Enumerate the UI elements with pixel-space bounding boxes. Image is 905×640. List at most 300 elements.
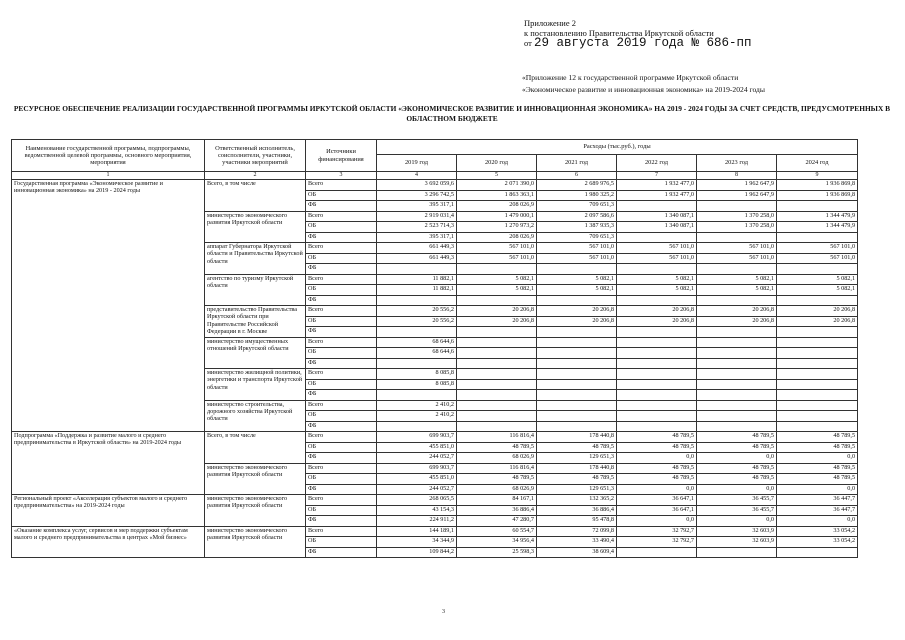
- expense-value: [697, 201, 777, 212]
- expense-value: 33 054,2: [777, 537, 858, 548]
- expense-value: 32 603,9: [697, 526, 777, 537]
- expense-value: 224 911,2: [377, 516, 457, 527]
- expense-value: [617, 390, 697, 401]
- funding-source: Всего: [306, 211, 377, 222]
- expense-value: 5 082,1: [457, 274, 537, 285]
- document-title: РЕСУРСНОЕ ОБЕСПЕЧЕНИЕ РЕАЛИЗАЦИИ ГОСУДАРСТВЕННОЙ ПРОГРАММЫ ИРКУТСКОЙ ОБЛАСТИ «ЭКОНОМИЧЕСКОЕ РАЗВИТИЕ И ИННОВАЦИОННАЯ ЭКОНОМИКА» НА 2019 - 2024 ГОДЫ ЗА СЧЕТ СРЕДСТВ, ПРЕДУСМОТРЕННЫХ В ОБЛАСТНОМ БЮДЖЕТЕ: [13, 104, 891, 123]
- expense-value: [777, 201, 858, 212]
- expense-value: 36 447,7: [777, 495, 858, 506]
- expense-value: 2 071 390,0: [457, 180, 537, 191]
- expense-value: [537, 264, 617, 275]
- expense-value: 8 085,8: [377, 369, 457, 380]
- expense-value: 0,0: [617, 453, 697, 464]
- expense-value: 34 956,4: [457, 537, 537, 548]
- expense-value: [697, 327, 777, 338]
- executor-name: министерство строительства, дорожного хозяйства Иркутской области: [205, 400, 306, 432]
- funding-source: ФБ: [306, 232, 377, 243]
- funding-source: ОБ: [306, 285, 377, 296]
- column-number: 7: [617, 172, 697, 180]
- expense-value: [457, 264, 537, 275]
- expense-value: 8 085,8: [377, 379, 457, 390]
- expense-value: 5 082,1: [617, 285, 697, 296]
- expense-value: 33 490,4: [537, 537, 617, 548]
- expense-value: 5 082,1: [777, 274, 858, 285]
- expense-value: [617, 411, 697, 422]
- expense-value: 20 206,8: [777, 306, 858, 317]
- year-header: 2019 год: [377, 155, 457, 172]
- expense-value: [777, 358, 858, 369]
- expense-value: 36 647,1: [617, 505, 697, 516]
- expense-value: 395 317,1: [377, 232, 457, 243]
- expense-value: 34 344,9: [377, 537, 457, 548]
- expense-value: 144 189,1: [377, 526, 457, 537]
- expense-value: 60 554,7: [457, 526, 537, 537]
- expense-value: [777, 295, 858, 306]
- funding-source: ОБ: [306, 348, 377, 359]
- expense-value: [457, 295, 537, 306]
- expense-value: [697, 232, 777, 243]
- expense-value: [777, 348, 858, 359]
- funding-source: Всего: [306, 495, 377, 506]
- executor-name: министерство жилищной политики, энергетики и транспорта Иркутской области: [205, 369, 306, 401]
- expense-value: [457, 327, 537, 338]
- expense-value: [537, 390, 617, 401]
- expense-value: [537, 348, 617, 359]
- expense-value: [617, 201, 697, 212]
- expense-value: 48 789,5: [617, 432, 697, 443]
- resolution-date-line: [524, 38, 752, 48]
- expense-value: 178 440,8: [537, 463, 617, 474]
- expense-value: [697, 411, 777, 422]
- funding-source: ФБ: [306, 264, 377, 275]
- expense-value: 48 789,5: [777, 442, 858, 453]
- expense-value: 43 154,3: [377, 505, 457, 516]
- expense-value: 3 692 059,6: [377, 180, 457, 191]
- expense-value: [617, 421, 697, 432]
- expense-value: 1 344 479,9: [777, 222, 858, 233]
- expense-value: [457, 390, 537, 401]
- expense-value: 48 789,5: [777, 474, 858, 485]
- funding-source: ОБ: [306, 474, 377, 485]
- expense-value: [697, 379, 777, 390]
- expense-value: [777, 379, 858, 390]
- expense-value: [697, 295, 777, 306]
- executor-name: министерство экономического развития Иркутской области: [205, 211, 306, 243]
- expense-value: 47 280,7: [457, 516, 537, 527]
- column-number: 5: [457, 172, 537, 180]
- expense-value: [697, 358, 777, 369]
- expense-value: 567 101,0: [457, 243, 537, 254]
- expense-value: 48 789,5: [697, 474, 777, 485]
- expense-value: [617, 547, 697, 558]
- expense-value: [537, 358, 617, 369]
- expense-value: 5 082,1: [537, 274, 617, 285]
- expense-value: 84 167,1: [457, 495, 537, 506]
- expense-value: [697, 400, 777, 411]
- expense-value: 48 789,5: [697, 442, 777, 453]
- funding-source: ФБ: [306, 358, 377, 369]
- expense-value: [777, 337, 858, 348]
- expense-value: 661 449,3: [377, 253, 457, 264]
- expense-value: 2 523 714,3: [377, 222, 457, 233]
- expense-value: 709 651,3: [537, 232, 617, 243]
- expense-value: 20 206,8: [617, 306, 697, 317]
- expense-value: 3 296 742,5: [377, 190, 457, 201]
- expense-value: 20 556,2: [377, 316, 457, 327]
- expense-value: [457, 421, 537, 432]
- funding-source: ФБ: [306, 201, 377, 212]
- column-number: 1: [12, 172, 205, 180]
- expense-value: 395 317,1: [377, 201, 457, 212]
- expense-value: 5 082,1: [617, 274, 697, 285]
- expense-value: [457, 379, 537, 390]
- executor-name: министерство экономического развития Иркутской области: [205, 526, 306, 558]
- expense-value: 1 936 869,8: [777, 190, 858, 201]
- funding-source: ОБ: [306, 379, 377, 390]
- expense-value: [777, 390, 858, 401]
- expense-value: [537, 337, 617, 348]
- expense-value: 95 478,8: [537, 516, 617, 527]
- expense-value: 567 101,0: [777, 253, 858, 264]
- header-expenses: Расходы (тыс.руб.), годы: [377, 140, 858, 155]
- table-row: [12, 432, 858, 443]
- expense-value: 0,0: [697, 516, 777, 527]
- funding-source: ФБ: [306, 453, 377, 464]
- executor-name: аппарат Губернатора Иркутской области и Правительства Иркутской области: [205, 243, 306, 275]
- expense-value: [377, 327, 457, 338]
- expense-value: 709 651,3: [537, 201, 617, 212]
- expense-value: 48 789,5: [617, 474, 697, 485]
- expense-value: 68 026,9: [457, 453, 537, 464]
- expense-value: 208 026,9: [457, 232, 537, 243]
- from-label: от: [524, 38, 532, 48]
- expense-value: [697, 369, 777, 380]
- expense-value: 48 789,5: [617, 463, 697, 474]
- expense-value: 36 886,4: [457, 505, 537, 516]
- expense-value: 11 882,1: [377, 274, 457, 285]
- header-executor: Ответственный исполнитель, соисполнители, участники, участники мероприятий: [205, 140, 306, 172]
- expense-value: 36 886,4: [537, 505, 617, 516]
- expense-value: [457, 369, 537, 380]
- expense-value: 68 644,6: [377, 348, 457, 359]
- program-reference: [522, 72, 765, 96]
- funding-source: Всего: [306, 369, 377, 380]
- expense-value: 0,0: [697, 484, 777, 495]
- expense-value: 48 789,5: [537, 474, 617, 485]
- expense-value: 699 903,7: [377, 463, 457, 474]
- year-header: 2023 год: [697, 155, 777, 172]
- expense-value: 68 644,6: [377, 337, 457, 348]
- expense-value: 178 440,8: [537, 432, 617, 443]
- column-number: 4: [377, 172, 457, 180]
- expense-value: 567 101,0: [697, 253, 777, 264]
- expense-value: 1 932 477,0: [617, 190, 697, 201]
- executor-name: министерство экономического развития Иркутской области: [205, 495, 306, 527]
- expense-value: 116 816,4: [457, 432, 537, 443]
- program-name: Государственная программа «Экономическое развитие и инновационная экономика» на 2019 - 2024 годы: [12, 180, 205, 432]
- funding-source: ФБ: [306, 421, 377, 432]
- funding-source: Всего: [306, 463, 377, 474]
- budget-table: [11, 139, 858, 558]
- expense-value: 567 101,0: [537, 253, 617, 264]
- year-header: 2020 год: [457, 155, 537, 172]
- expense-value: 20 206,8: [697, 316, 777, 327]
- expense-value: [777, 327, 858, 338]
- funding-source: Всего: [306, 274, 377, 285]
- expense-value: 20 206,8: [457, 306, 537, 317]
- appendix-label: Приложение 2: [524, 18, 576, 28]
- funding-source: ОБ: [306, 316, 377, 327]
- expense-value: 1 479 000,1: [457, 211, 537, 222]
- expense-value: [377, 421, 457, 432]
- expense-value: 0,0: [777, 484, 858, 495]
- expense-value: 20 206,8: [777, 316, 858, 327]
- expense-value: 32 792,7: [617, 526, 697, 537]
- column-number: 2: [205, 172, 306, 180]
- header-name: Наименование государственной программы, подпрограммы, ведомственной целевой программы, основного мероприятия, мероприятия: [12, 140, 205, 172]
- expense-value: 567 101,0: [697, 243, 777, 254]
- expense-value: 32 792,7: [617, 537, 697, 548]
- expense-value: [617, 264, 697, 275]
- expense-value: 567 101,0: [457, 253, 537, 264]
- expense-value: 36 447,7: [777, 505, 858, 516]
- funding-source: Всего: [306, 243, 377, 254]
- executor-name: министерство имущественных отношений Иркутской области: [205, 337, 306, 369]
- expense-value: 48 789,5: [617, 442, 697, 453]
- expense-value: 661 449,3: [377, 243, 457, 254]
- expense-value: 38 609,4: [537, 547, 617, 558]
- funding-source: ОБ: [306, 537, 377, 548]
- expense-value: 36 647,1: [617, 495, 697, 506]
- funding-source: ФБ: [306, 547, 377, 558]
- expense-value: [537, 400, 617, 411]
- expense-value: [697, 547, 777, 558]
- expense-value: [697, 421, 777, 432]
- expense-value: 1 270 973,2: [457, 222, 537, 233]
- expense-value: 5 082,1: [537, 285, 617, 296]
- funding-source: ОБ: [306, 222, 377, 233]
- header-source: Источники финансирования: [306, 140, 377, 172]
- funding-source: ОБ: [306, 190, 377, 201]
- expense-value: [537, 411, 617, 422]
- expense-value: 2 919 031,4: [377, 211, 457, 222]
- year-header: 2024 год: [777, 155, 858, 172]
- expense-value: 0,0: [617, 484, 697, 495]
- expense-value: 2 097 586,6: [537, 211, 617, 222]
- program-name: Региональный проект «Акселерация субъектов малого и среднего предпринимательства» на 2019-2024 годы: [12, 495, 205, 527]
- expense-value: 32 603,9: [697, 537, 777, 548]
- executor-name: Всего, в том числе: [205, 432, 306, 464]
- expense-value: [457, 337, 537, 348]
- funding-source: ФБ: [306, 484, 377, 495]
- funding-source: ОБ: [306, 505, 377, 516]
- executor-name: представительство Правительства Иркутской области при Правительстве Российской Федерации в г. Москве: [205, 306, 306, 338]
- expense-value: 455 851,0: [377, 474, 457, 485]
- expense-value: [617, 327, 697, 338]
- year-header: 2021 год: [537, 155, 617, 172]
- expense-value: 0,0: [617, 516, 697, 527]
- expense-value: 5 082,1: [777, 285, 858, 296]
- expense-value: 20 206,8: [617, 316, 697, 327]
- expense-value: 11 882,1: [377, 285, 457, 296]
- funding-source: Всего: [306, 180, 377, 191]
- funding-source: Всего: [306, 432, 377, 443]
- expense-value: [617, 358, 697, 369]
- expense-value: 36 455,7: [697, 505, 777, 516]
- expense-value: [697, 264, 777, 275]
- program-ref-line-1: «Приложение 12 к государственной программе Иркутской области: [522, 73, 739, 82]
- expense-value: 48 789,5: [457, 442, 537, 453]
- expense-value: [617, 379, 697, 390]
- table-row: [12, 526, 858, 537]
- funding-source: ОБ: [306, 411, 377, 422]
- expense-value: [617, 337, 697, 348]
- expense-value: 132 365,2: [537, 495, 617, 506]
- expense-value: 1 936 869,8: [777, 180, 858, 191]
- expense-value: 1 962 647,9: [697, 180, 777, 191]
- expense-value: [697, 337, 777, 348]
- expense-value: 567 101,0: [617, 253, 697, 264]
- expense-value: 1 344 479,9: [777, 211, 858, 222]
- funding-source: ОБ: [306, 253, 377, 264]
- expense-value: [457, 411, 537, 422]
- program-name: Подпрограмма «Поддержка и развитие малого и среднего предпринимательства в Иркутской области» на 2019-2024 годы: [12, 432, 205, 495]
- expense-value: 109 844,2: [377, 547, 457, 558]
- column-number: 9: [777, 172, 858, 180]
- program-name: «Оказание комплекса услуг, сервисов и мер поддержки субъектам малого и среднего предпринимательства в центрах «Мой бизнес»: [12, 526, 205, 558]
- expense-value: 1 370 258,0: [697, 211, 777, 222]
- expense-value: 5 082,1: [457, 285, 537, 296]
- expense-value: 1 962 647,9: [697, 190, 777, 201]
- year-header: 2022 год: [617, 155, 697, 172]
- expense-value: 68 026,9: [457, 484, 537, 495]
- expense-value: [777, 369, 858, 380]
- expense-value: 1 370 258,0: [697, 222, 777, 233]
- funding-source: ФБ: [306, 327, 377, 338]
- expense-value: 5 082,1: [697, 274, 777, 285]
- expense-value: 244 052,7: [377, 484, 457, 495]
- expense-value: [777, 411, 858, 422]
- expense-value: 116 816,4: [457, 463, 537, 474]
- page-number: 3: [442, 609, 445, 615]
- expense-value: 25 598,3: [457, 547, 537, 558]
- funding-source: ФБ: [306, 295, 377, 306]
- expense-value: [457, 348, 537, 359]
- expense-value: 2 689 976,5: [537, 180, 617, 191]
- expense-value: 1 340 087,1: [617, 222, 697, 233]
- expense-value: 48 789,5: [777, 432, 858, 443]
- expense-value: [537, 379, 617, 390]
- expense-value: [617, 232, 697, 243]
- expense-value: 20 206,8: [537, 306, 617, 317]
- expense-value: 0,0: [777, 453, 858, 464]
- expense-value: 268 065,5: [377, 495, 457, 506]
- expense-value: 5 082,1: [697, 285, 777, 296]
- expense-value: 2 410,2: [377, 411, 457, 422]
- expense-value: 48 789,5: [697, 432, 777, 443]
- expense-value: 20 206,8: [697, 306, 777, 317]
- expense-value: [617, 348, 697, 359]
- document-header: [524, 18, 752, 48]
- funding-source: ОБ: [306, 442, 377, 453]
- expense-value: [377, 264, 457, 275]
- executor-name: агентство по туризму Иркутской области: [205, 274, 306, 306]
- expense-value: 699 903,7: [377, 432, 457, 443]
- funding-source: Всего: [306, 400, 377, 411]
- expense-value: 567 101,0: [777, 243, 858, 254]
- funding-source: Всего: [306, 306, 377, 317]
- resolution-label: к постановлению Правительства Иркутской области: [524, 28, 714, 38]
- resolution-date: 29 августа 2019 года № 686-пп: [533, 36, 752, 50]
- expense-value: 36 455,7: [697, 495, 777, 506]
- expense-value: 567 101,0: [617, 243, 697, 254]
- column-number: 6: [537, 172, 617, 180]
- expense-value: [777, 421, 858, 432]
- column-number: 8: [697, 172, 777, 180]
- funding-source: ФБ: [306, 516, 377, 527]
- expense-value: 129 651,3: [537, 453, 617, 464]
- expense-value: 20 556,2: [377, 306, 457, 317]
- expense-value: [457, 400, 537, 411]
- expense-value: 72 099,8: [537, 526, 617, 537]
- expense-value: 1 980 325,2: [537, 190, 617, 201]
- expense-value: [697, 390, 777, 401]
- expense-value: 48 789,5: [697, 463, 777, 474]
- expense-value: [617, 295, 697, 306]
- expense-value: 20 206,8: [537, 316, 617, 327]
- expense-value: 1 863 363,1: [457, 190, 537, 201]
- expense-value: 208 026,9: [457, 201, 537, 212]
- expense-value: 33 054,2: [777, 526, 858, 537]
- column-number: 3: [306, 172, 377, 180]
- expense-value: 244 052,7: [377, 453, 457, 464]
- expense-value: [377, 295, 457, 306]
- expense-value: [377, 390, 457, 401]
- funding-source: Всего: [306, 526, 377, 537]
- expense-value: 20 206,8: [457, 316, 537, 327]
- expense-value: [377, 358, 457, 369]
- expense-value: [617, 400, 697, 411]
- table-row: [12, 495, 858, 506]
- expense-value: [537, 295, 617, 306]
- expense-value: [457, 358, 537, 369]
- expense-value: [777, 232, 858, 243]
- expense-value: [617, 369, 697, 380]
- table-row: [12, 180, 858, 191]
- executor-name: Всего, в том числе: [205, 180, 306, 212]
- expense-value: 0,0: [777, 516, 858, 527]
- expense-value: [537, 327, 617, 338]
- expense-value: [537, 369, 617, 380]
- expense-value: 2 410,2: [377, 400, 457, 411]
- expense-value: 567 101,0: [537, 243, 617, 254]
- expense-value: 0,0: [697, 453, 777, 464]
- expense-value: [777, 400, 858, 411]
- funding-source: ФБ: [306, 390, 377, 401]
- expense-value: [777, 547, 858, 558]
- expense-value: [697, 348, 777, 359]
- expense-value: 48 789,5: [537, 442, 617, 453]
- expense-value: 1 387 935,3: [537, 222, 617, 233]
- expense-value: 48 789,5: [457, 474, 537, 485]
- funding-source: Всего: [306, 337, 377, 348]
- expense-value: [537, 421, 617, 432]
- program-ref-line-2: «Экономическое развитие и инновационная экономика» на 2019-2024 годы: [522, 85, 765, 94]
- expense-value: 1 932 477,0: [617, 180, 697, 191]
- expense-value: 1 340 087,1: [617, 211, 697, 222]
- expense-value: 129 651,3: [537, 484, 617, 495]
- executor-name: министерство экономического развития Иркутской области: [205, 463, 306, 495]
